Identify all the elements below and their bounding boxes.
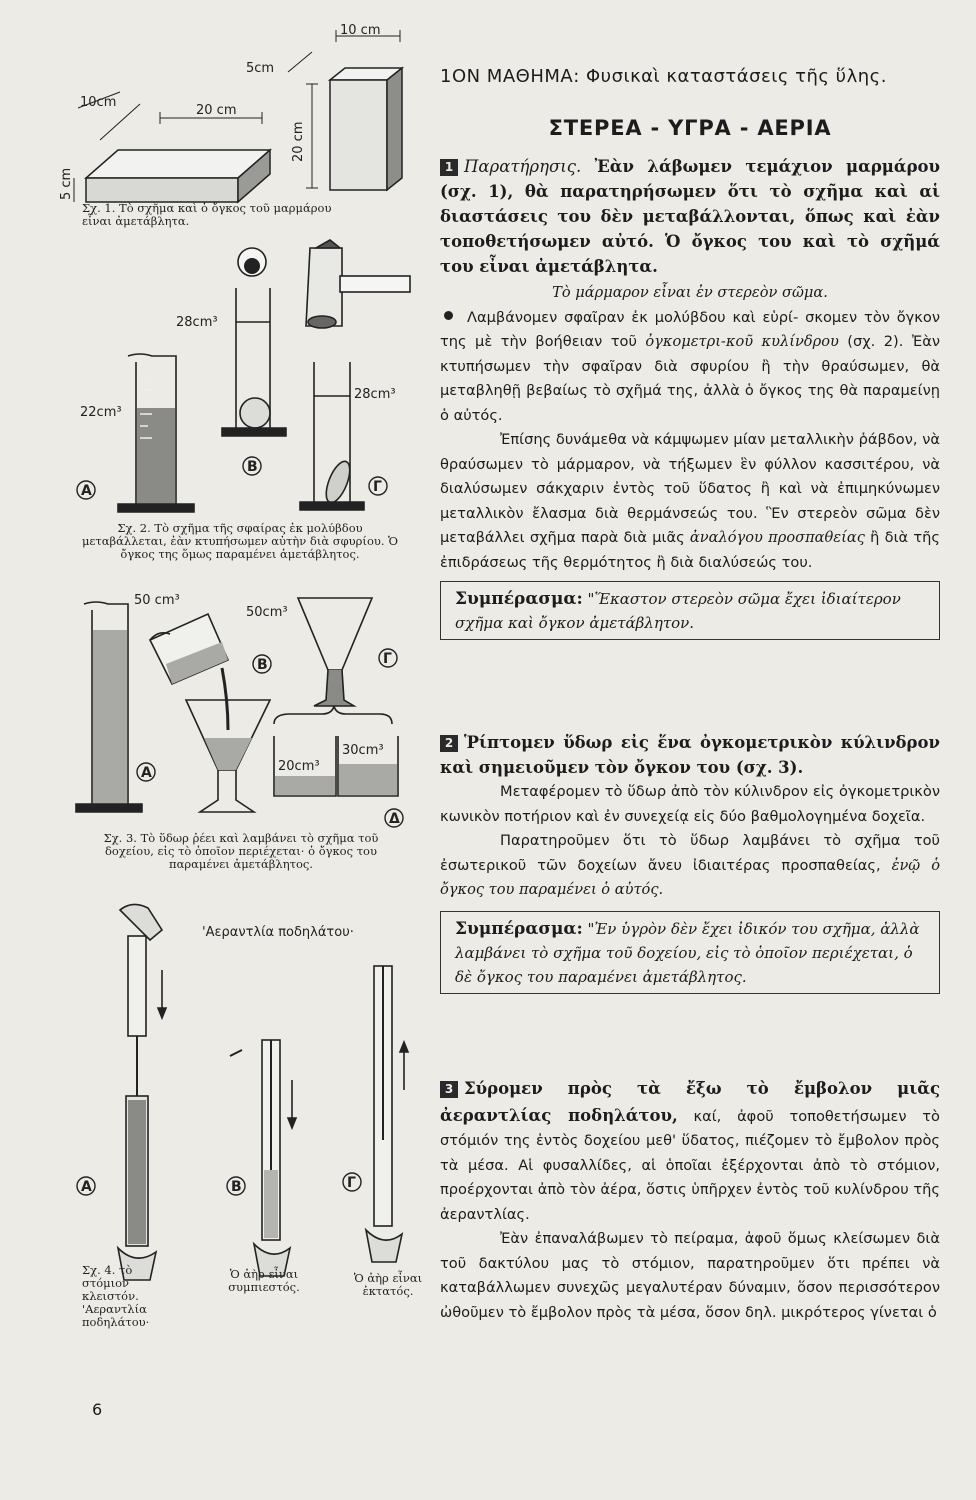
section-2-heading xyxy=(440,730,940,780)
section-1-italic-line: Τὸ μάρμαρον εἶναι ἐν στερεὸν σῶμα. xyxy=(552,284,828,301)
fig4-caption-g: Ὁ ἀὴρ εἶναι ἐκτατός. xyxy=(353,1271,423,1298)
section-1 xyxy=(440,154,940,640)
section-1-para-a-it1: ὀγκομετρι- xyxy=(645,333,726,350)
section-number-3: 3 xyxy=(440,1081,458,1098)
fig4-title: 'Αεραντλία ποδηλάτου· xyxy=(202,925,354,940)
section-1-conclusion-label: Συμπέρασμα: xyxy=(455,589,583,609)
fig3-label-30: 30cm³ xyxy=(342,743,384,758)
section-1-para-b xyxy=(440,428,940,575)
fig4-labels xyxy=(77,925,361,1195)
fig4-label-A: A xyxy=(81,1179,92,1195)
fig3-label-B: B xyxy=(257,657,268,673)
section-1-para-a xyxy=(440,306,940,429)
fig1-caption: Σχ. 1. Τὸ σχῆμα καὶ ὁ ὄγκος τοῦ μαρμάρου εἶναι ἀμετάβλητα. xyxy=(82,201,332,228)
fig1-label-h10: 10cm xyxy=(80,95,117,110)
fig2-cylinders xyxy=(118,240,410,512)
section-1-para-a-line1: Λαμβάνομεν σφαῖραν ἐκ μολύβδου καὶ εὑρί- xyxy=(467,308,799,326)
fig2-label-G: Γ xyxy=(373,479,382,495)
section-1-para-a-it2: κοῦ κυλίνδρου xyxy=(725,333,839,350)
section-1-para-a-post: (σχ. 2). Ἐὰν κτυπήσωμεν τὴν σφαῖραν διὰ σφυρίου ἢ τὴν θραύσωμεν, θὰ μεταβληθῇ βεβαίως τὸ σχῆμά της, ἀλλὰ ὁ ὄγκος της θὰ παραμείνῃ ὁ αὐτός. xyxy=(440,333,940,424)
fig1-label-w20: 20 cm xyxy=(196,103,237,118)
fig1-label-h5: 5 cm xyxy=(59,167,74,200)
section-2-para-b xyxy=(440,829,940,903)
fig1-label-d5: 5cm xyxy=(246,61,275,76)
section-1-lead: Παρατήρησις. xyxy=(464,157,582,176)
lesson-title: 1ΟΝ ΜΑΘΗΜΑ: Φυσικαὶ καταστάσεις τῆς ὕλης. xyxy=(440,66,887,87)
section-2 xyxy=(440,730,940,994)
fig4-label-B: B xyxy=(231,1179,242,1195)
section-1-bold-text: Ἐὰν λάβωμεν τεμάχιον μαρμάρου (σχ. 1), θὰ παρατηρήσωμεν ὅτι τὸ σχῆμα καὶ αἱ διαστάσεις του δὲν μεταβάλλονται, ὅπως καὶ ἐὰν τοποθετήσωμεν αὐτό. Ὁ ὄγκος του καὶ τὸ σχῆμά του εἶναι ἀμετάβλητα. xyxy=(440,157,940,276)
fig3-caption: Σχ. 3. Τὸ ὕδωρ ῥέει καὶ λαμβάνει τὸ σχῆμα τοῦ δοχείου, εἰς τὸ ὁποῖον περιέχεται· ὁ ὄγκος του παραμένει ἀμετάβλητος. xyxy=(103,831,379,871)
page-title: ΣΤΕΡΕΑ - ΥΓΡΑ - ΑΕΡΙΑ xyxy=(548,116,832,140)
fig3-label-20: 20cm³ xyxy=(278,759,320,774)
page-number: 6 xyxy=(92,1400,103,1419)
fig3-label-50a: 50 cm³ xyxy=(134,593,180,608)
fig2-label-22: 22cm³ xyxy=(80,405,122,420)
section-3-para-a xyxy=(440,1076,940,1227)
section-1-para-b-pre: Ἐπίσης δυνάμεθα νὰ κάμψωμεν μίαν μεταλλικὴν ῥάβδον, νὰ θραύσωμεν τὸ μάρμαρον, νὰ τήξωμεν ἓν φύλλον κασσιτέρου, νὰ διαλύσωμεν σάκχαριν ἐντὸς τοῦ ὕδατος ἢ καὶ νὰ ἐπιμηκύνωμεν μεταλλικὸν ἔλασμα διὰ θερμάνσεώς του. Ἓν στερεὸν σῶμα δὲν μεταβάλλει σχῆμα παρὰ διὰ μιᾶς xyxy=(440,431,940,546)
fig1-label-w10: 10 cm xyxy=(340,23,381,38)
fig2-label-28b: 28cm³ xyxy=(354,387,396,402)
fig2-label-A: A xyxy=(81,483,92,499)
fig2-caption: Σχ. 2. Τὸ σχῆμα τῆς σφαίρας ἐκ μολύβδου μεταβάλλεται, ἐὰν κτυπήσωμεν αὐτὴν διὰ σφυρίου. Ὁ ὄγκος της ὅμως παραμένει ἀμετάβλητος. xyxy=(81,521,399,561)
section-3-bold-text: Σύρομεν πρὸς τὰ ἔξω τὸ ἔμβολον μιᾶς ἀεραντλίας ποδηλάτου, xyxy=(440,1079,940,1125)
fig3-label-A: A xyxy=(141,765,152,781)
section-3-text: καί, ἀφοῦ τοποθετήσωμεν τὸ στόμιόν της ἐντὸς δοχείου μεθ' ὕδατος, πιέζομεν τὸ ἔμβολον πρὸς τὰ μέσα. Αἱ φυσαλλίδες, αἱ ὁποῖαι ἐξέρχονται ἀπὸ τὸ στόμιον, προέρχονται ἀπὸ τὸν ἀέρα, ὅστις ὑπῆρχεν ἐντὸς τοῦ κυλίνδρου τῆς ἀεραντλίας. xyxy=(440,1107,940,1223)
section-2-conclusion-text: "Ἐν ὑγρὸν δὲν ἔχει ἰδικόν του σχῆμα, ἀλλὰ λαμβάνει τὸ σχῆμα τοῦ δοχείου, εἰς τὸ ὁποῖον περιέχεται, ὁ δὲ ὄγκος του παραμένει ἀμετάβλητος. xyxy=(455,919,920,986)
section-2-conclusion xyxy=(440,911,940,994)
section-2-conclusion-label: Συμπέρασμα: xyxy=(455,918,583,939)
section-2-para-b-it: ἐνῷ ὁ ὄγκος του παραμένει ὁ αὐτός. xyxy=(440,856,940,898)
section-2-para-b-pre: Παρατηροῦμεν ὅτι τὸ ὕδωρ λαμβάνει τὸ σχῆμα τοῦ ἐσωτερικοῦ τῶν δοχείων ἄνευ ἰδιαιτέρας προσπαθείας, xyxy=(440,832,940,874)
section-number-1: 1 xyxy=(440,159,458,176)
section-1-conclusion xyxy=(440,581,940,640)
fig4-caption-b: Ὁ ἀὴρ εἶναι συμπιεστός. xyxy=(228,1267,300,1294)
section-1-para-a-pre: σκομεν τὸν ὄγκον της μὲ τὴν βοήθειαν τοῦ xyxy=(440,308,940,350)
fig4-label-G: Γ xyxy=(347,1175,356,1191)
bullet-icon xyxy=(444,311,453,320)
fig4-pumps xyxy=(118,904,408,1280)
fig3-label-G: Γ xyxy=(383,651,392,667)
fig3-label-D: Δ xyxy=(389,811,400,827)
section-3-para-b: Ἐὰν ἐπαναλάβωμεν τὸ πείραμα, ἀφοῦ ὅμως κλείσωμεν διὰ τοῦ δακτύλου μας τὸ στόμιον, παρατηροῦμεν ὅτι πρέπει νὰ καταβάλλωμεν συνεχῶς μεγαλυτέραν δύναμιν, ὅσον περισσότερον ὠθοῦμεν τὸ ἔμβολον πρὸς τὰ μέσα, ὅσον δηλ. μικρότερος γίνεται ὁ xyxy=(440,1230,940,1321)
section-1-para-b-it: ἀναλόγου προσπαθείας xyxy=(689,529,865,546)
fig3-vessels xyxy=(76,598,398,812)
section-1-heading xyxy=(440,154,940,279)
fig2-label-B: B xyxy=(247,459,258,475)
section-3 xyxy=(440,1076,940,1325)
fig3-label-50b: 50cm³ xyxy=(246,605,288,620)
fig4-caption-a: Σχ. 4. τὸ στόμιον κλειστόν. 'Αεραντλία ποδηλάτου· xyxy=(82,1263,150,1329)
section-2-para-a: Μεταφέρομεν τὸ ὕδωρ ἀπὸ τὸν κύλινδρον εἰς ὀγκομετρικὸν κωνικὸν ποτήριον καὶ ἐν συνεχείᾳ εἰς δύο βαθμολογημένα δοχεῖα. xyxy=(440,783,940,825)
section-1-conclusion-text: "Ἕκαστον στερεὸν σῶμα ἔχει ἰδιαίτερον σχῆμα καὶ ὄγκον ἀμετάβλητον. xyxy=(455,590,901,632)
fig2-label-28a: 28cm³ xyxy=(176,315,218,330)
section-2-bold-text: Ῥίπτομεν ὕδωρ εἰς ἕνα ὀγκομετρικὸν κύλινδρον καὶ σημειοῦμεν τὸν ὄγκον του (σχ. 3). xyxy=(440,733,940,777)
fig1-marble-blocks xyxy=(74,30,402,202)
fig1-label-h20: 20 cm xyxy=(291,121,306,162)
section-1-para-b-post: ἢ διὰ τῆς ἐπιδράσεως τῆς θερμότητος ἢ διὰ διαλύσεώς του. xyxy=(440,529,940,571)
section-number-2: 2 xyxy=(440,735,458,752)
